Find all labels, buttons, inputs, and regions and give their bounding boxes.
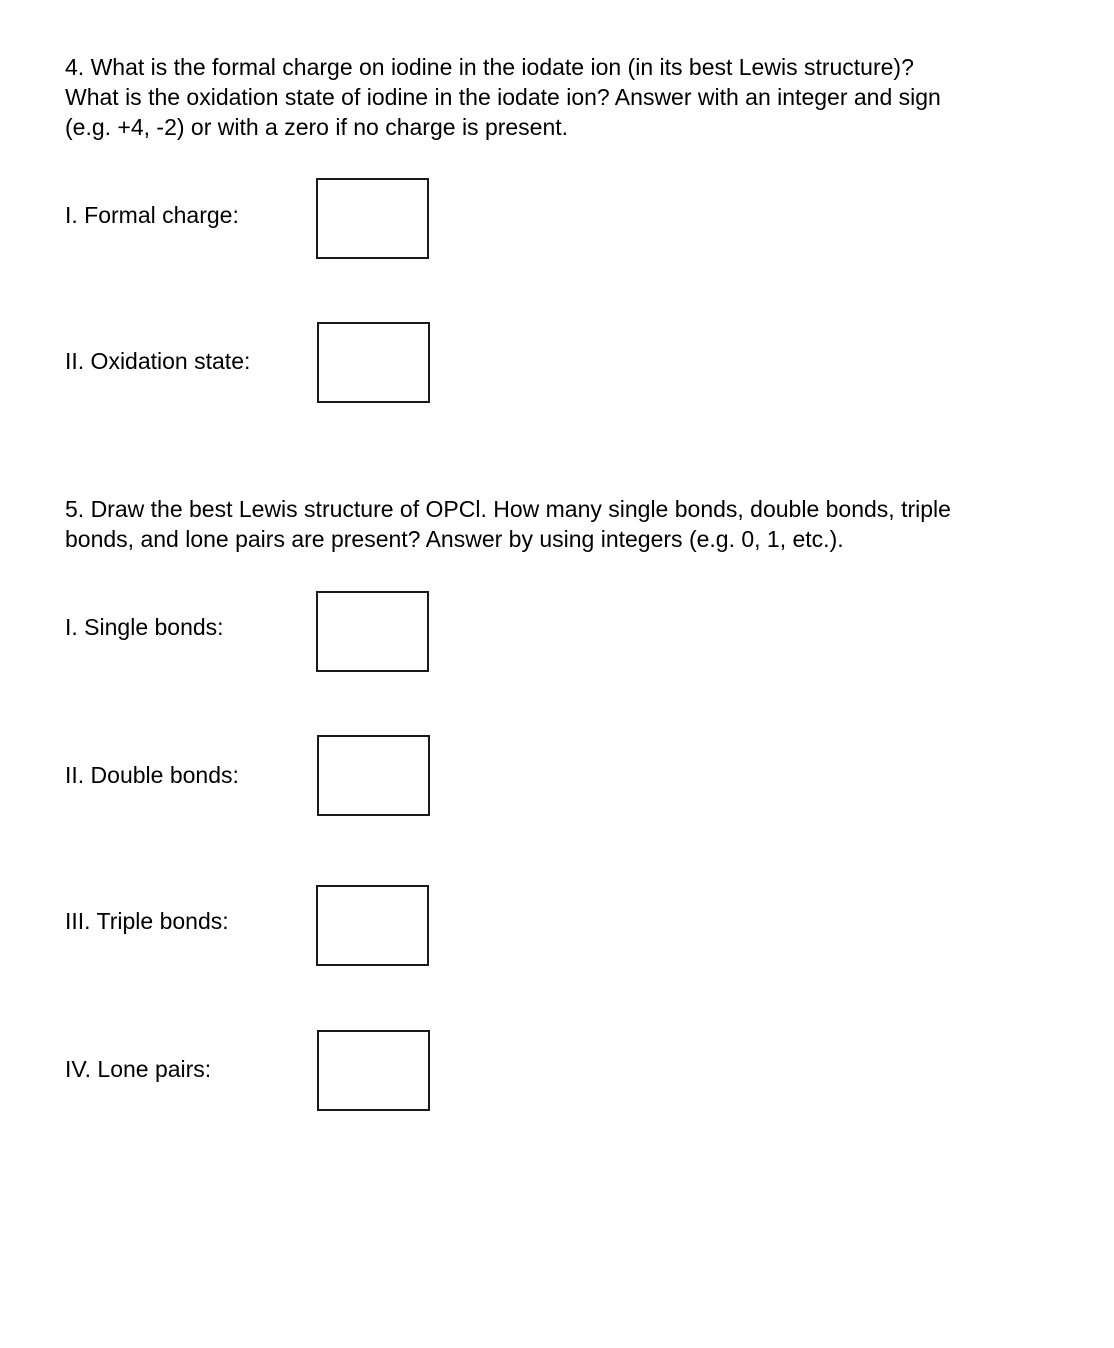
question-4-line: 4. What is the formal charge on iodine in the iodate ion (in its best Lewis structure)? [65,54,914,80]
question-5-line: 5. Draw the best Lewis structure of OPCl. How many single bonds, double bonds, triple [65,496,951,522]
question-4-line: What is the oxidation state of iodine in the iodate ion? Answer with an integer and sign [65,84,941,110]
double-bonds-label: II. Double bonds: [65,762,239,788]
formal-charge-label: I. Formal charge: [65,202,239,228]
single-bonds-answer-box[interactable] [316,591,429,672]
question-4-line: (e.g. +4, -2) or with a zero if no charge is present. [65,114,569,140]
question-5-prompt [65,494,1075,554]
formal-charge-answer-box[interactable] [316,178,429,259]
double-bonds-answer-box[interactable] [317,735,430,816]
question-4-prompt [65,52,1065,142]
lone-pairs-label: IV. Lone pairs: [65,1056,212,1082]
oxidation-state-label: II. Oxidation state: [65,348,251,374]
triple-bonds-label: III. Triple bonds: [65,908,229,934]
triple-bonds-answer-box[interactable] [316,885,429,966]
single-bonds-label: I. Single bonds: [65,614,224,640]
lone-pairs-answer-box[interactable] [317,1030,430,1111]
oxidation-state-answer-box[interactable] [317,322,430,403]
question-5-line: bonds, and lone pairs are present? Answer by using integers (e.g. 0, 1, etc.). [65,526,844,552]
